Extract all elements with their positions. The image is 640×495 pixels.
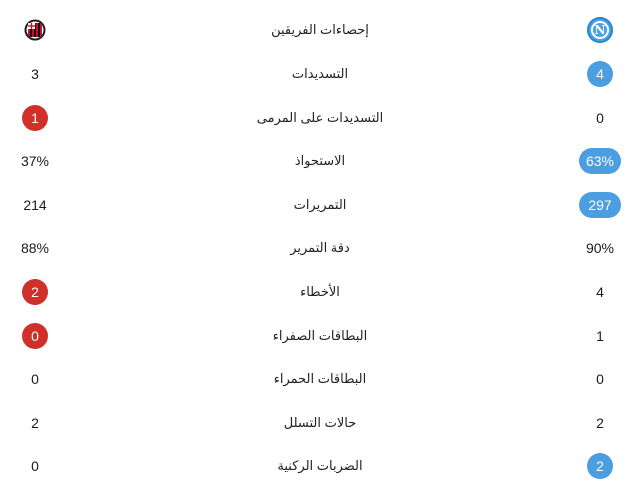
left-value-cell — [0, 359, 70, 399]
stat-label: التسديدات على المرمى — [256, 110, 384, 125]
right-stat-value: 0 — [596, 110, 604, 126]
stats-header-row — [0, 10, 640, 50]
left-value-cell — [0, 272, 70, 312]
left-value-cell — [0, 54, 70, 94]
right-value-cell — [565, 54, 635, 94]
left-value-cell — [0, 316, 70, 356]
left-stat-value: 37% — [20, 153, 50, 169]
stat-row — [0, 54, 640, 94]
stats-title: إحصاءات الفريقين — [271, 22, 369, 37]
left-value-cell — [0, 228, 70, 268]
stat-label: دقة التمرير — [290, 240, 350, 255]
napoli-crest-icon — [587, 17, 613, 43]
left-stat-value: 0 — [31, 371, 39, 387]
stat-label: البطاقات الصفراء — [272, 328, 368, 343]
left-stat-value: 214 — [23, 197, 47, 213]
right-value-cell — [565, 98, 635, 138]
stat-label: الأخطاء — [300, 284, 340, 299]
stat-label: التسديدات — [291, 66, 349, 81]
stat-label: الاستحواذ — [294, 153, 346, 168]
right-stat-value: 2 — [587, 453, 613, 479]
right-stat-value: 297 — [579, 192, 621, 218]
right-team-cell — [565, 10, 635, 50]
stat-row — [0, 98, 640, 138]
right-stat-value: 2 — [596, 415, 604, 431]
right-stat-value: 0 — [596, 371, 604, 387]
left-value-cell — [0, 446, 70, 486]
left-value-cell — [0, 141, 70, 181]
right-value-cell — [565, 141, 635, 181]
stat-label: الضربات الركنية — [277, 458, 363, 473]
stat-row — [0, 359, 640, 399]
stat-row — [0, 446, 640, 486]
right-stat-value: 4 — [587, 61, 613, 87]
stat-row — [0, 272, 640, 312]
ac-milan-crest-icon — [24, 17, 46, 43]
right-value-cell — [565, 446, 635, 486]
stat-row — [0, 403, 640, 443]
napoli-crest-letter: N — [591, 21, 609, 39]
stat-label: التمريرات — [293, 197, 347, 212]
left-stat-value: 88% — [20, 240, 50, 256]
left-stat-value: 2 — [31, 415, 39, 431]
right-stat-value: 4 — [596, 284, 604, 300]
right-value-cell — [565, 359, 635, 399]
right-value-cell — [565, 185, 635, 225]
left-stat-value: 0 — [31, 458, 39, 474]
left-value-cell — [0, 98, 70, 138]
stat-row — [0, 228, 640, 268]
left-value-cell — [0, 403, 70, 443]
left-stat-value: 3 — [31, 66, 39, 82]
right-stat-value: 90% — [585, 240, 615, 256]
left-team-cell — [0, 10, 70, 50]
right-value-cell — [565, 403, 635, 443]
stat-row — [0, 185, 640, 225]
right-value-cell — [565, 228, 635, 268]
stat-label: حالات التسلل — [283, 415, 357, 430]
right-stat-value: 63% — [579, 148, 621, 174]
left-stat-value: 1 — [22, 105, 48, 131]
left-value-cell — [0, 185, 70, 225]
right-stat-value: 1 — [596, 328, 604, 344]
stat-label: البطاقات الحمراء — [273, 371, 367, 386]
right-value-cell — [565, 316, 635, 356]
left-stat-value: 0 — [22, 323, 48, 349]
left-stat-value: 2 — [22, 279, 48, 305]
stat-row — [0, 141, 640, 181]
right-value-cell — [565, 272, 635, 312]
stat-row — [0, 316, 640, 356]
